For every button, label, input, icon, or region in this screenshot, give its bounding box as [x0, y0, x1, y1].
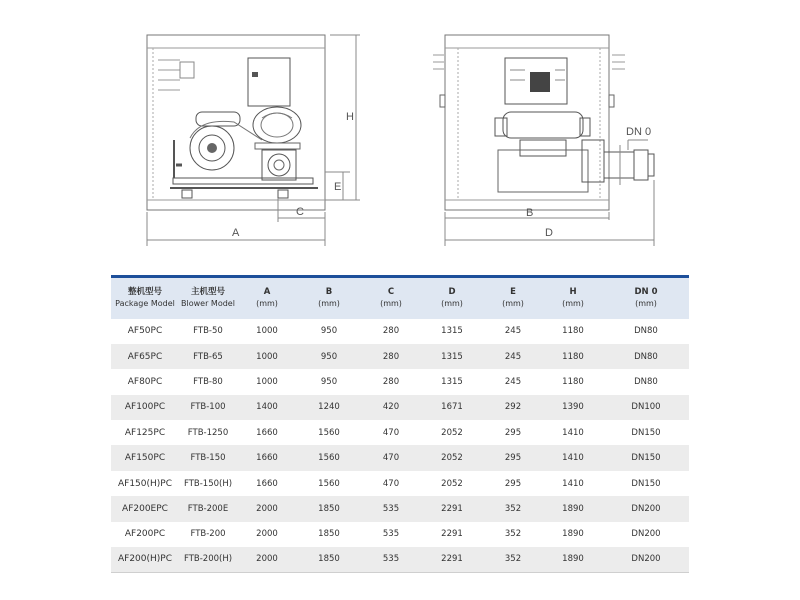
cell-b: 1850 — [318, 503, 340, 514]
cell-d: 1315 — [441, 326, 463, 337]
cell-d: 2052 — [441, 427, 463, 438]
cell-h: 1180 — [562, 376, 584, 387]
cell-dn0: DN200 — [631, 554, 661, 565]
front-view-drawing — [147, 35, 360, 246]
cell-c: 535 — [382, 503, 400, 514]
table-row — [111, 420, 689, 445]
table-row — [111, 369, 689, 394]
cell-package-model: AF50PC — [127, 326, 163, 337]
cell-b: 1560 — [318, 427, 340, 438]
cell-a: 1660 — [256, 427, 278, 438]
cell-c: 535 — [382, 554, 400, 565]
cell-blower-model: FTB-200 — [190, 529, 226, 540]
table-row — [111, 344, 689, 369]
cell-a: 1660 — [256, 453, 278, 464]
cell-h: 1410 — [562, 453, 584, 464]
header-e: E (mm) — [502, 287, 524, 309]
cell-package-model: AF100PC — [124, 402, 166, 413]
cell-h: 1180 — [562, 351, 584, 362]
cell-a: 1000 — [256, 326, 278, 337]
cell-h: 1890 — [562, 529, 584, 540]
dim-label-dn0: DN 0 — [626, 126, 652, 138]
cell-package-model: AF200(H)PC — [117, 554, 172, 565]
cell-blower-model: FTB-150(H) — [183, 478, 233, 489]
cell-package-model: AF200PC — [124, 529, 166, 540]
table-row — [111, 496, 689, 521]
cell-package-model: AF200EPC — [122, 503, 168, 514]
header-package-model: 整机型号 Package Model — [115, 287, 175, 309]
cell-package-model: AF125PC — [124, 427, 166, 438]
dim-label-c: C — [296, 206, 304, 218]
cell-b: 1850 — [318, 554, 340, 565]
cell-d: 1315 — [441, 351, 463, 362]
cell-b: 1560 — [318, 453, 340, 464]
side-motor-drawing — [505, 58, 567, 104]
specification-table — [111, 275, 689, 573]
cell-e: 295 — [504, 478, 522, 489]
cell-dn0: DN150 — [631, 478, 661, 489]
cell-blower-model: FTB-65 — [193, 351, 223, 362]
cell-h: 1890 — [562, 503, 584, 514]
dim-label-a: A — [232, 227, 240, 239]
cell-blower-model: FTB-1250 — [187, 427, 229, 438]
table-row — [111, 445, 689, 470]
dim-label-d: D — [545, 227, 553, 239]
cell-package-model: AF65PC — [127, 351, 163, 362]
cell-a: 2000 — [256, 529, 278, 540]
cell-package-model: AF150PC — [124, 453, 166, 464]
discharge-flange-drawing — [604, 145, 654, 185]
cell-package-model: AF80PC — [127, 376, 163, 387]
header-a: A (mm) — [256, 287, 278, 309]
header-d: D (mm) — [441, 287, 463, 309]
header-h: H (mm) — [562, 287, 584, 309]
cell-blower-model: FTB-150 — [190, 453, 226, 464]
cell-e: 245 — [504, 376, 522, 387]
cell-d: 1671 — [441, 402, 463, 413]
motor-drawing — [248, 58, 301, 143]
cell-h: 1390 — [562, 402, 584, 413]
cell-blower-model: FTB-200E — [187, 503, 229, 514]
cell-e: 295 — [504, 453, 522, 464]
cell-c: 280 — [382, 376, 400, 387]
cell-dn0: DN80 — [634, 326, 658, 337]
cell-h: 1410 — [562, 478, 584, 489]
cell-e: 352 — [504, 529, 522, 540]
cell-d: 2052 — [441, 453, 463, 464]
cell-e: 292 — [504, 402, 522, 413]
blower-drawing — [190, 112, 262, 170]
cell-c: 470 — [382, 427, 400, 438]
cell-blower-model: FTB-100 — [190, 402, 226, 413]
cell-a: 2000 — [256, 503, 278, 514]
technical-drawings — [0, 0, 800, 260]
cell-d: 2052 — [441, 478, 463, 489]
cell-c: 420 — [382, 402, 400, 413]
dim-label-h: H — [346, 111, 354, 123]
cell-dn0: DN100 — [631, 402, 661, 413]
header-blower-model: 主机型号 Blower Model — [181, 287, 235, 309]
cell-e: 245 — [504, 351, 522, 362]
table-row — [111, 471, 689, 496]
cell-a: 1660 — [256, 478, 278, 489]
cell-b: 950 — [320, 376, 338, 387]
table-row — [111, 395, 689, 420]
cell-dn0: DN80 — [634, 351, 658, 362]
cell-dn0: DN150 — [631, 453, 661, 464]
cell-e: 295 — [504, 427, 522, 438]
dim-label-b: B — [526, 207, 534, 219]
cell-c: 535 — [382, 529, 400, 540]
cell-dn0: DN150 — [631, 427, 661, 438]
header-dn0: DN 0 (mm) — [634, 287, 658, 309]
cell-d: 2291 — [441, 554, 463, 565]
cell-c: 280 — [382, 326, 400, 337]
table-row — [111, 319, 689, 344]
dim-label-e: E — [334, 181, 342, 193]
side-view-drawing — [433, 35, 654, 246]
cell-blower-model: FTB-200(H) — [183, 554, 233, 565]
cell-d: 2291 — [441, 529, 463, 540]
cell-b: 950 — [320, 351, 338, 362]
header-b: B (mm) — [318, 287, 340, 309]
cell-b: 1850 — [318, 529, 340, 540]
cell-b: 950 — [320, 326, 338, 337]
cell-dn0: DN200 — [631, 529, 661, 540]
table-row — [111, 522, 689, 547]
side-blower-drawing — [495, 112, 604, 192]
cell-b: 1560 — [318, 478, 340, 489]
cell-d: 1315 — [441, 376, 463, 387]
cell-c: 470 — [382, 478, 400, 489]
cell-b: 1240 — [318, 402, 340, 413]
cell-e: 352 — [504, 554, 522, 565]
header-c: C (mm) — [380, 287, 402, 309]
cell-e: 352 — [504, 503, 522, 514]
cell-a: 1400 — [256, 402, 278, 413]
cell-a: 2000 — [256, 554, 278, 565]
cell-blower-model: FTB-80 — [193, 376, 223, 387]
cell-dn0: DN200 — [631, 503, 661, 514]
cell-e: 245 — [504, 326, 522, 337]
table-header-row — [111, 277, 689, 319]
cell-a: 1000 — [256, 376, 278, 387]
cell-package-model: AF150(H)PC — [117, 478, 172, 489]
cell-c: 280 — [382, 351, 400, 362]
table-row — [111, 547, 689, 572]
cell-d: 2291 — [441, 503, 463, 514]
cell-h: 1180 — [562, 326, 584, 337]
cell-c: 470 — [382, 453, 400, 464]
cell-a: 1000 — [256, 351, 278, 362]
cell-dn0: DN80 — [634, 376, 658, 387]
cell-h: 1410 — [562, 427, 584, 438]
cell-h: 1890 — [562, 554, 584, 565]
cell-blower-model: FTB-50 — [193, 326, 223, 337]
